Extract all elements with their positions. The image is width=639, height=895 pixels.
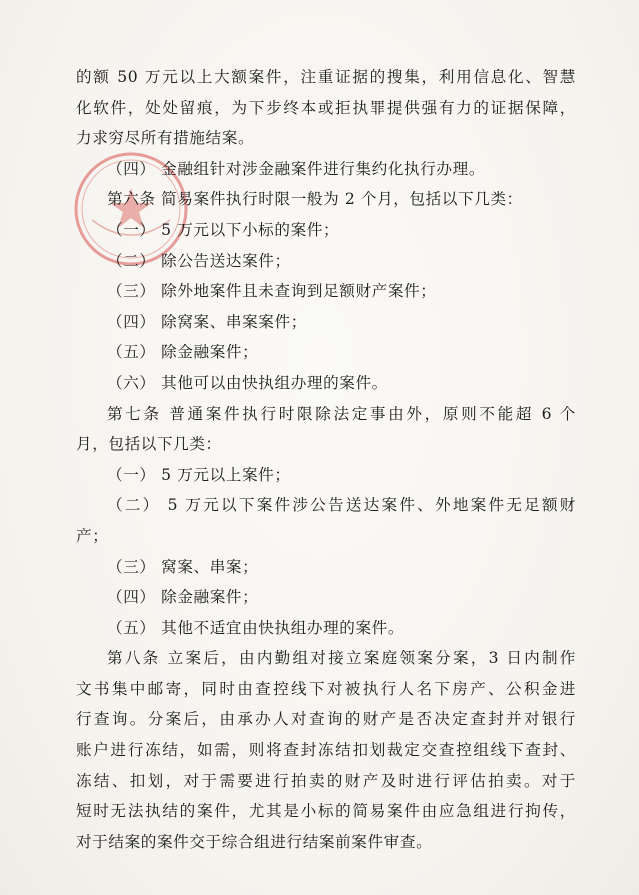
body-line: 化软件，处处留痕，为下步终本或拒执罪提供强有力的证据保障， bbox=[76, 98, 576, 117]
list-item: （三） 除外地案件且未查询到足额财产案件； bbox=[107, 282, 437, 301]
body-line: 的额 50 万元以上大额案件，注重证据的搜集，利用信息化、智慧 bbox=[76, 68, 576, 86]
body-line: 短时无法执结的案件，尤其是小标的简易案件由应急组进行拘传， bbox=[76, 802, 576, 821]
body-line: 产； bbox=[76, 526, 109, 545]
list-item: （四） 除窝案、串案案件； bbox=[107, 312, 307, 331]
list-item: （四） 除金融案件； bbox=[107, 588, 259, 607]
article-heading-line: 第八条 立案后，由内勤组对接立案庭领案分案，3 日内制作 bbox=[107, 649, 576, 668]
body-line: 力求穷尽所有措施结案。 bbox=[76, 129, 255, 148]
body-line: 行查询。分案后，由承办人对查询的财产是否决定查封并对银行 bbox=[76, 710, 576, 729]
list-item: （五） 除金融案件； bbox=[107, 343, 259, 362]
article-heading-line: 第六条 简易案件执行时限一般为 2 个月，包括以下几类： bbox=[107, 190, 523, 209]
body-line: 冻结、扣划，对于需要进行拍卖的财产及时进行评估拍卖。对于 bbox=[76, 771, 576, 790]
body-line: 对于结案的案件交于综合组进行结案前案件审查。 bbox=[76, 832, 433, 851]
article-heading-line: 第七条 普通案件执行时限除法定事由外，原则不能超 6 个 bbox=[107, 404, 576, 423]
body-line: 月，包括以下几类： bbox=[76, 435, 222, 454]
list-item: （二） 5 万元以下案件涉公告送达案件、外地案件无足额财 bbox=[107, 496, 576, 515]
list-item: （二） 除公告送达案件； bbox=[107, 251, 291, 270]
list-item: （一） 5 万元以下小标的案件； bbox=[107, 220, 340, 239]
list-item: （五） 其他不适宜由快执组办理的案件。 bbox=[107, 618, 405, 637]
body-line: 文书集中邮寄，同时由查控线下对被执行人名下房产、公积金进 bbox=[76, 679, 576, 698]
list-item: （四） 金融组针对涉金融案件进行集约化执行办理。 bbox=[107, 159, 486, 178]
body-line: 账户进行冻结，如需，则将查封冻结扣划裁定交查控组线下查封、 bbox=[76, 741, 576, 760]
list-item: （一） 5 万元以上案件； bbox=[107, 465, 291, 484]
list-item: （六） 其他可以由快执组办理的案件。 bbox=[107, 373, 388, 392]
list-item: （三） 窝案、串案； bbox=[107, 557, 259, 576]
document-body bbox=[76, 62, 576, 857]
